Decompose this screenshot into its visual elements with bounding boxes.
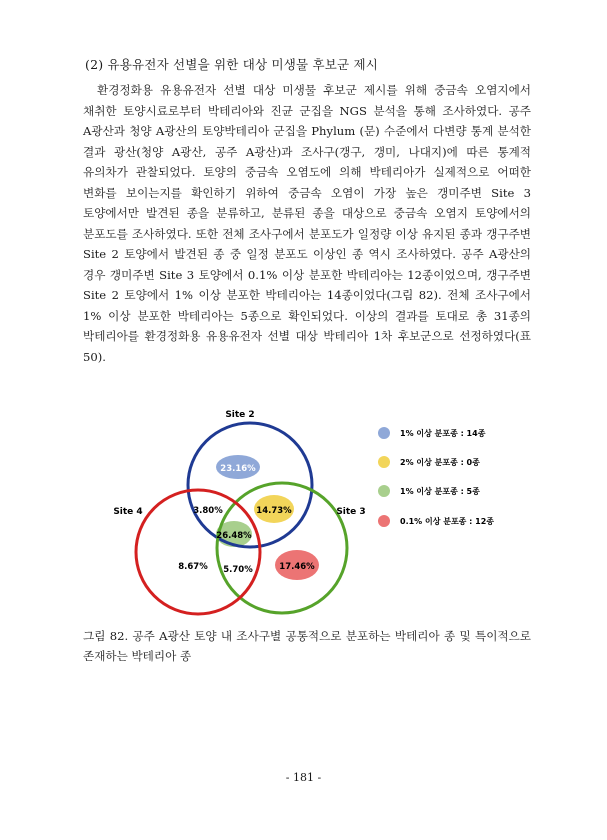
- legend-swatch: [378, 515, 390, 527]
- region-site2-site4: 3.80%: [193, 506, 223, 516]
- legend-label: 0.1% 이상 분포종 : 12종: [400, 517, 495, 526]
- region-site2-site3: 14.73%: [256, 506, 292, 516]
- region-all-three: 26.48%: [216, 531, 252, 541]
- figure-caption: 그림 82. 공주 A광산 토양 내 조사구별 공통적으로 분포하는 박테리아 종 및 특이적으로 존재하는 박테리아 종: [83, 629, 531, 663]
- region-site2-only: 23.16%: [220, 464, 256, 474]
- venn-figure: [100, 400, 520, 625]
- legend-swatch: [378, 485, 390, 497]
- legend-label: 2% 이상 분포종 : 0종: [400, 458, 480, 467]
- label-site4: Site 4: [113, 507, 143, 517]
- legend-label: 1% 이상 분포종 : 14종: [400, 429, 486, 438]
- region-site3-only: 17.46%: [279, 562, 315, 572]
- region-site3-site4: 5.70%: [223, 565, 253, 575]
- label-site3: Site 3: [336, 507, 366, 517]
- legend: [378, 427, 494, 527]
- legend-label: 1% 이상 분포종 : 5종: [400, 487, 480, 496]
- page-number: - 181 -: [285, 771, 322, 784]
- body-paragraph: 환경정화용 유용유전자 선별 대상 미생물 후보군 제시를 위해 중금속 오염지에서 채취한 토양시료로부터 박테리아와 진균 군집을 NGS 분석을 통해 조사하였다. 공주 A광산과 청양 A광산의 토양박테리아 군집을 Phylum (문) 수준에서 다변량 통계 분석한 결과 광산(청양 A광산, 공주 A광산)과 조사구(갱구, 갱미, 나대지)에 따른 통계적 유의차가 관찰되었다. 토양의 중금속 오염도에 의해 박테리아가 실제적으로 어떠한 변화를 보이는지를 확인하기 위하여 중금속 오염이 가장 높은 갱미주변 Site 3 토양에서만 발견된 종을 분류하고, 분류된 종을 대상으로 중금속 오염지 토양에서의 분포도를 조사하였다. 또한 전체 조사구에서 분포도가 일정량 이상 유지된 종과 갱구주변 Site 2 토양에서 발견된 종 중 일정 분포도 이상인 종 역시 조사하였다. 공주 A광산의 경우 갱미주변 Site 3 토양에서 0.1% 이상 분포한 박테리아는 12종이었으며, 갱구주변 Site 2 토양에서 1% 이상 분포한 박테리아는 14종이었다(그림 82). 전체 조사구에서 1% 이상 분포한 박테리아는 5종으로 확인되었다. 이상의 결과를 토대로 총 31종의 박테리아를 환경정화용 유용유전자 선별 대상 박테리아 1차 후보군으로 선정하였다(표 50).: [83, 83, 531, 364]
- region-site4-only: 8.67%: [178, 562, 208, 572]
- legend-swatch: [378, 456, 390, 468]
- venn-diagram: [100, 400, 520, 625]
- section-heading: (2) 유용유전자 선별을 위한 대상 미생물 후보군 제시: [85, 57, 379, 72]
- legend-swatch: [378, 427, 390, 439]
- label-site2: Site 2: [225, 410, 255, 420]
